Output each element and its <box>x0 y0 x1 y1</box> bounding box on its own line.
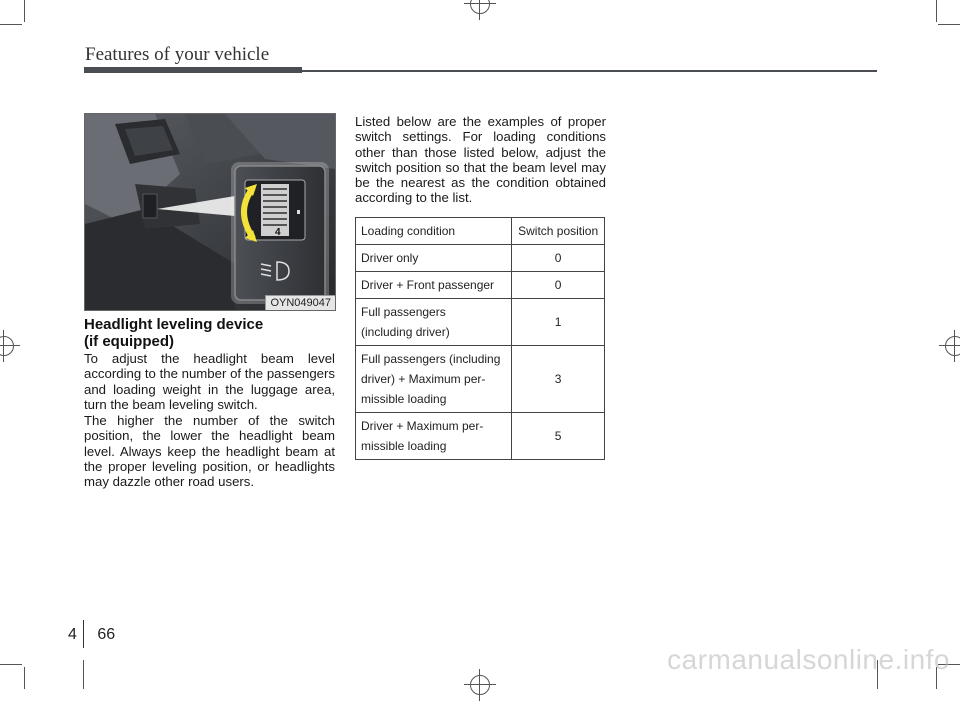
registration-mark <box>470 0 490 14</box>
registration-mark <box>470 675 490 695</box>
page-number <box>68 626 115 644</box>
table-row <box>356 245 605 272</box>
page-header-title: Features of your vehicle <box>85 44 270 65</box>
switch-position-cell: 1 <box>512 299 605 346</box>
condition-line: missible loading <box>361 439 447 453</box>
condition-line: Full passengers <box>361 305 446 319</box>
column-header-position: Switch position <box>512 218 605 245</box>
figure-caption: OYN049047 <box>265 295 335 310</box>
condition-line: driver) + Maximum per- <box>361 372 486 386</box>
loading-condition-cell <box>356 346 512 413</box>
loading-condition-cell <box>356 245 512 272</box>
loading-condition-cell <box>356 299 512 346</box>
crop-mark <box>0 24 22 25</box>
loading-condition-cell <box>356 272 512 299</box>
heading-line: (if equipped) <box>84 333 174 350</box>
body-paragraph: The higher the number of the switch position, the lower the headlight beam level. Always keep the headlight beam at the proper leveling position, or headlights may dazzle other road users. <box>84 413 335 490</box>
table-row <box>356 272 605 299</box>
heading-line: Headlight leveling device <box>84 316 264 333</box>
headlight-leveling-switch-figure <box>84 113 336 311</box>
header-rule <box>302 70 877 72</box>
table-row <box>356 346 605 413</box>
registration-mark <box>945 336 960 356</box>
column-header-condition: Loading condition <box>356 218 512 245</box>
dial-number: 4 <box>275 227 281 238</box>
condition-line: Driver only <box>361 251 419 265</box>
condition-line: missible loading <box>361 392 447 406</box>
chapter-number: 4 <box>68 626 77 643</box>
body-paragraph: To adjust the headlight beam level according to the number of the passengers and loading weight in the luggage area, turn the beam leveling switch. <box>84 351 335 412</box>
loading-condition-table <box>355 217 605 460</box>
section-heading <box>84 316 344 350</box>
table-header-row <box>356 218 605 245</box>
page-number-value: 66 <box>97 626 116 643</box>
header-bar <box>84 67 302 73</box>
crop-mark <box>24 0 25 22</box>
dashboard-illustration <box>85 114 335 310</box>
crop-mark <box>938 24 960 25</box>
crop-mark <box>24 667 25 689</box>
switch-position-cell: 0 <box>512 245 605 272</box>
crop-mark <box>936 0 937 22</box>
registration-mark <box>0 336 14 356</box>
table-row <box>356 299 605 346</box>
body-paragraph: Listed below are the examples of proper switch settings. For loading conditions other than those listed below, adjust the switch position so that the beam level may be the nearest as the condition obtained according to the list. <box>355 114 606 206</box>
crop-mark <box>83 660 84 689</box>
condition-line: Full passengers (including <box>361 352 501 366</box>
crop-mark <box>0 664 22 665</box>
switch-position-cell: 3 <box>512 346 605 413</box>
condition-line: Driver + Maximum per- <box>361 419 484 433</box>
switch-position-cell: 5 <box>512 413 605 460</box>
watermark: carmanualsonline.info <box>667 644 950 675</box>
condition-line: (including driver) <box>361 325 450 339</box>
loading-condition-cell <box>356 413 512 460</box>
footer-divider <box>83 620 84 648</box>
table-row <box>356 413 605 460</box>
switch-position-cell: 0 <box>512 272 605 299</box>
condition-line: Driver + Front passenger <box>361 278 495 292</box>
